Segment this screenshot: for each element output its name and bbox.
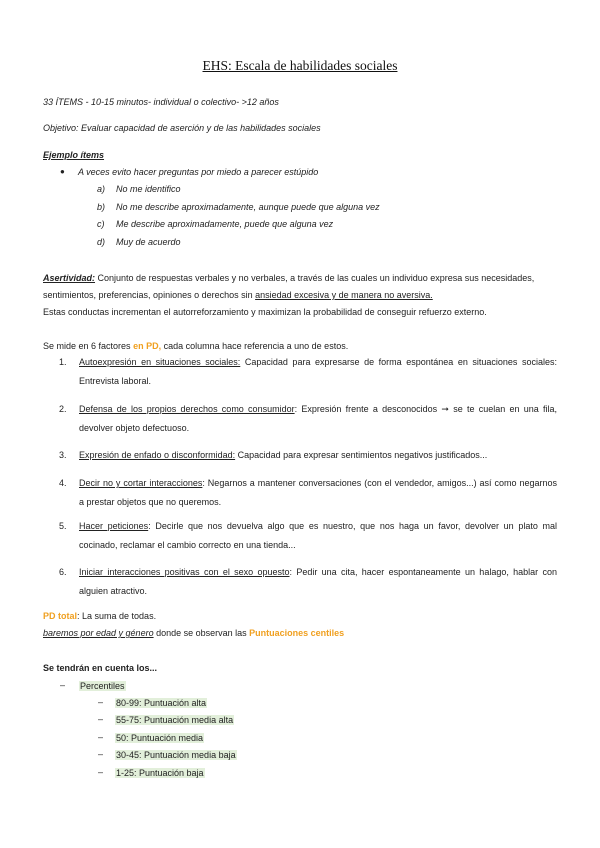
factor-item-2 bbox=[79, 400, 557, 438]
percentile-row bbox=[115, 767, 205, 779]
option-letter: b) bbox=[97, 202, 106, 212]
factor-title: Iniciar interacciones positivas con el sexo opuesto bbox=[79, 567, 290, 577]
factor-desc: : Decirle que nos devuelva algo que es nuestro, que nos haga un favor, devolver un plato mal cocinado, reclamar el cambio correcto en una tienda... bbox=[79, 521, 557, 550]
dash-bullet-icon: – bbox=[60, 680, 66, 690]
factor-number: 5. bbox=[59, 521, 67, 531]
factor-number: 3. bbox=[59, 450, 67, 460]
baremos-underlined: baremos por edad y género bbox=[43, 628, 154, 638]
factor-item-5 bbox=[79, 517, 557, 555]
percentiles-label: Percentiles bbox=[80, 681, 125, 691]
baremos-line bbox=[43, 627, 344, 639]
percentile-item: 80-99: Puntuación alta bbox=[116, 698, 207, 708]
dash-bullet-icon: – bbox=[98, 749, 104, 759]
asertividad-term: Asertividad: bbox=[43, 273, 96, 283]
pd-total-line bbox=[43, 610, 156, 622]
dash-bullet-icon: – bbox=[98, 714, 104, 724]
factor-title: Expresión de enfado o disconformidad: bbox=[79, 450, 236, 460]
factor-number: 6. bbox=[59, 567, 67, 577]
option-letter: d) bbox=[97, 237, 106, 247]
factor-desc: : Negarnos a mantener conversaciones (con el vendedor, amigos...) así como negarnos a prestar objetos que no queremos. bbox=[79, 478, 557, 507]
option-letter: a) bbox=[97, 184, 106, 194]
factor-item-3 bbox=[79, 446, 557, 465]
dash-bullet-icon: – bbox=[98, 697, 104, 707]
factor-number: 1. bbox=[59, 357, 67, 367]
dash-bullet-icon: – bbox=[98, 732, 104, 742]
dash-bullet-icon: – bbox=[98, 767, 104, 777]
factors-intro-pd: en PD, bbox=[133, 341, 162, 351]
se-tendran-heading: Se tendrán en cuenta los... bbox=[43, 663, 158, 673]
objective-line: Objetivo: Evaluar capacidad de aserción y de las habilidades sociales bbox=[43, 123, 321, 133]
percentiles-label-row bbox=[79, 680, 126, 692]
factors-intro bbox=[43, 340, 348, 352]
factor-title: Defensa de los propios derechos como consumidor bbox=[79, 404, 295, 414]
percentile-item: 55-75: Puntuación media alta bbox=[116, 715, 234, 725]
percentile-item: 50: Puntuación media bbox=[116, 733, 204, 743]
asertividad-text-2: sentimientos, preferencias, opiniones o derechos sin bbox=[43, 290, 256, 300]
percentile-item: 30-45: Puntuación media baja bbox=[116, 750, 236, 760]
factor-number: 4. bbox=[59, 478, 67, 488]
option-letter: c) bbox=[97, 219, 105, 229]
factor-item-6 bbox=[79, 563, 557, 601]
option-text: No me identifico bbox=[116, 184, 181, 194]
factors-intro-post: cada columna hace referencia a uno de estos. bbox=[161, 341, 349, 351]
example-heading: Ejemplo ítems bbox=[43, 150, 105, 160]
factor-title: Hacer peticiones bbox=[79, 521, 149, 531]
document-title: EHS: Escala de habilidades sociales bbox=[202, 58, 398, 73]
factors-intro-pre: Se mide en 6 factores bbox=[43, 341, 134, 351]
percentile-row bbox=[115, 714, 234, 726]
factor-number: 2. bbox=[59, 404, 67, 414]
baremos-text: donde se observan las bbox=[153, 628, 250, 638]
factor-desc: Capacidad para expresar sentimientos negativos justificados... bbox=[235, 450, 488, 460]
asertividad-line-2 bbox=[43, 289, 433, 301]
factor-desc: : Expresión frente a desconocidos ➞ se te cuelan en una fila, devolver objeto defectuoso. bbox=[79, 404, 557, 433]
option-text: Me describe aproximadamente, puede que alguna vez bbox=[116, 219, 334, 229]
factor-item-1 bbox=[79, 353, 557, 391]
puntuaciones-centiles: Puntuaciones centiles bbox=[249, 628, 345, 638]
asertividad-text-1: Conjunto de respuestas verbales y no verbales, a través de las cuales un individuo expresa sus necesidades, bbox=[97, 273, 535, 283]
percentile-item: 1-25: Puntuación baja bbox=[116, 768, 204, 778]
asertividad-line-1 bbox=[43, 272, 534, 284]
option-text: Muy de acuerdo bbox=[116, 237, 181, 247]
asertividad-line-3: Estas conductas incrementan el autorreforzamiento y maximizan la probabilidad de conseguir refuerzo externo. bbox=[43, 307, 487, 317]
factor-item-4 bbox=[79, 474, 557, 512]
percentile-row bbox=[115, 697, 207, 709]
factor-desc: : Pedir una cita, hacer espontaneamente un halago, hablar con alguien atractivo. bbox=[79, 567, 557, 596]
factor-desc: Capacidad para expresarse de forma espontánea en situaciones sociales: Entrevista laboral. bbox=[79, 357, 558, 386]
pd-total-label: PD total bbox=[43, 611, 78, 621]
bullet-dot-icon: ● bbox=[60, 167, 65, 176]
asertividad-underlined: ansiedad excesiva y de manera no aversiva. bbox=[255, 290, 433, 300]
percentile-row bbox=[115, 732, 204, 744]
meta-items-line: 33 ÍTEMS - 10-15 minutos- individual o colectivo- >12 años bbox=[43, 97, 279, 107]
pd-total-text: : La suma de todas. bbox=[77, 611, 157, 621]
factor-title: Autoexpresión en situaciones sociales: bbox=[79, 357, 241, 367]
example-bullet: A veces evito hacer preguntas por miedo a parecer estúpido bbox=[78, 167, 319, 177]
percentile-row bbox=[115, 749, 237, 761]
factor-title: Decir no y cortar interacciones bbox=[79, 478, 203, 488]
option-text: No me describe aproximadamente, aunque puede que alguna vez bbox=[116, 202, 380, 212]
